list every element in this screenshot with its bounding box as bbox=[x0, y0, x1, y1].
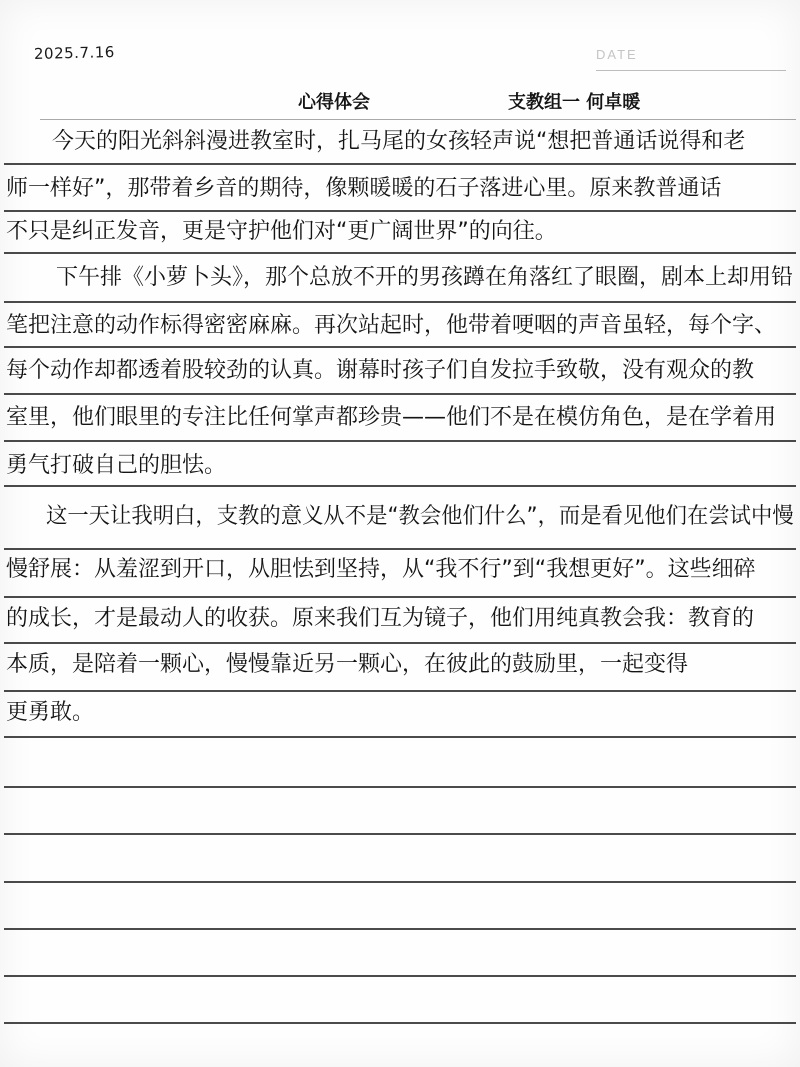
ruled-line bbox=[4, 642, 796, 644]
ruled-line bbox=[4, 252, 796, 254]
ruled-line bbox=[4, 393, 796, 395]
essay-line: 下午排《小萝卜头》，那个总放不开的男孩蹲在角落红了眼圈，剧本上却用铅 bbox=[56, 265, 794, 290]
essay-line: 慢舒展：从羞涩到开口，从胆怯到坚持，从“我不行”到“我想更好”。这些细碎 bbox=[6, 557, 756, 582]
ruled-line bbox=[4, 163, 796, 165]
essay-title: 心得体会 bbox=[298, 92, 370, 113]
essay-line: 更勇敢。 bbox=[6, 700, 95, 725]
ruled-line bbox=[4, 596, 796, 598]
ruled-line bbox=[4, 786, 796, 788]
essay-line: 笔把注意的动作标得密密麻麻。再次站起时，他带着哽咽的声音虽轻，每个字、 bbox=[6, 313, 777, 338]
ruled-line bbox=[4, 548, 796, 550]
handwritten-date: 2025.7.16 bbox=[33, 42, 116, 64]
ruled-line bbox=[4, 833, 796, 835]
ruled-line bbox=[4, 975, 796, 977]
ruled-line bbox=[4, 346, 796, 348]
ruled-line bbox=[4, 485, 796, 487]
essay-line: 不只是纠正发音，更是守护他们对“更广阔世界”的向往。 bbox=[6, 219, 557, 244]
ruled-line bbox=[4, 440, 796, 442]
ruled-line bbox=[40, 119, 796, 120]
essay-line: 勇气打破自己的胆怯。 bbox=[6, 453, 227, 478]
essay-line: 每个动作却都透着股较劲的认真。谢幕时孩子们自发拉手致敬，没有观众的教 bbox=[6, 358, 755, 383]
ruled-line bbox=[4, 301, 796, 303]
date-label: DATE bbox=[596, 47, 638, 62]
essay-line: 师一样好”，那带着乡音的期待，像颗暖暖的石子落进心里。原来教普通话 bbox=[6, 176, 722, 201]
ruled-line bbox=[4, 928, 796, 930]
ruled-line bbox=[4, 881, 796, 883]
essay-line: 室里，他们眼里的专注比任何掌声都珍贵——他们不是在模仿角色，是在学着用 bbox=[6, 405, 777, 430]
essay-line: 本质，是陪着一颗心，慢慢靠近另一颗心，在彼此的鼓励里，一起变得 bbox=[6, 652, 689, 677]
essay-line: 今天的阳光斜斜漫进教室时，扎马尾的女孩轻声说“想把普通话说得和老 bbox=[52, 129, 746, 154]
ruled-line bbox=[4, 210, 796, 212]
essay-line: 的成长，才是最动人的收获。原来我们互为镜子，他们用纯真教会我：教育的 bbox=[6, 606, 755, 631]
date-underline bbox=[596, 70, 786, 71]
essay-line: 这一天让我明白，支教的意义从不是“教会他们什么”，而是看见他们在尝试中慢 bbox=[46, 504, 794, 529]
essay-author: 支教组一 何卓暖 bbox=[508, 92, 641, 113]
ruled-line bbox=[4, 1022, 796, 1024]
ruled-line bbox=[4, 690, 796, 692]
ruled-line bbox=[4, 736, 796, 738]
